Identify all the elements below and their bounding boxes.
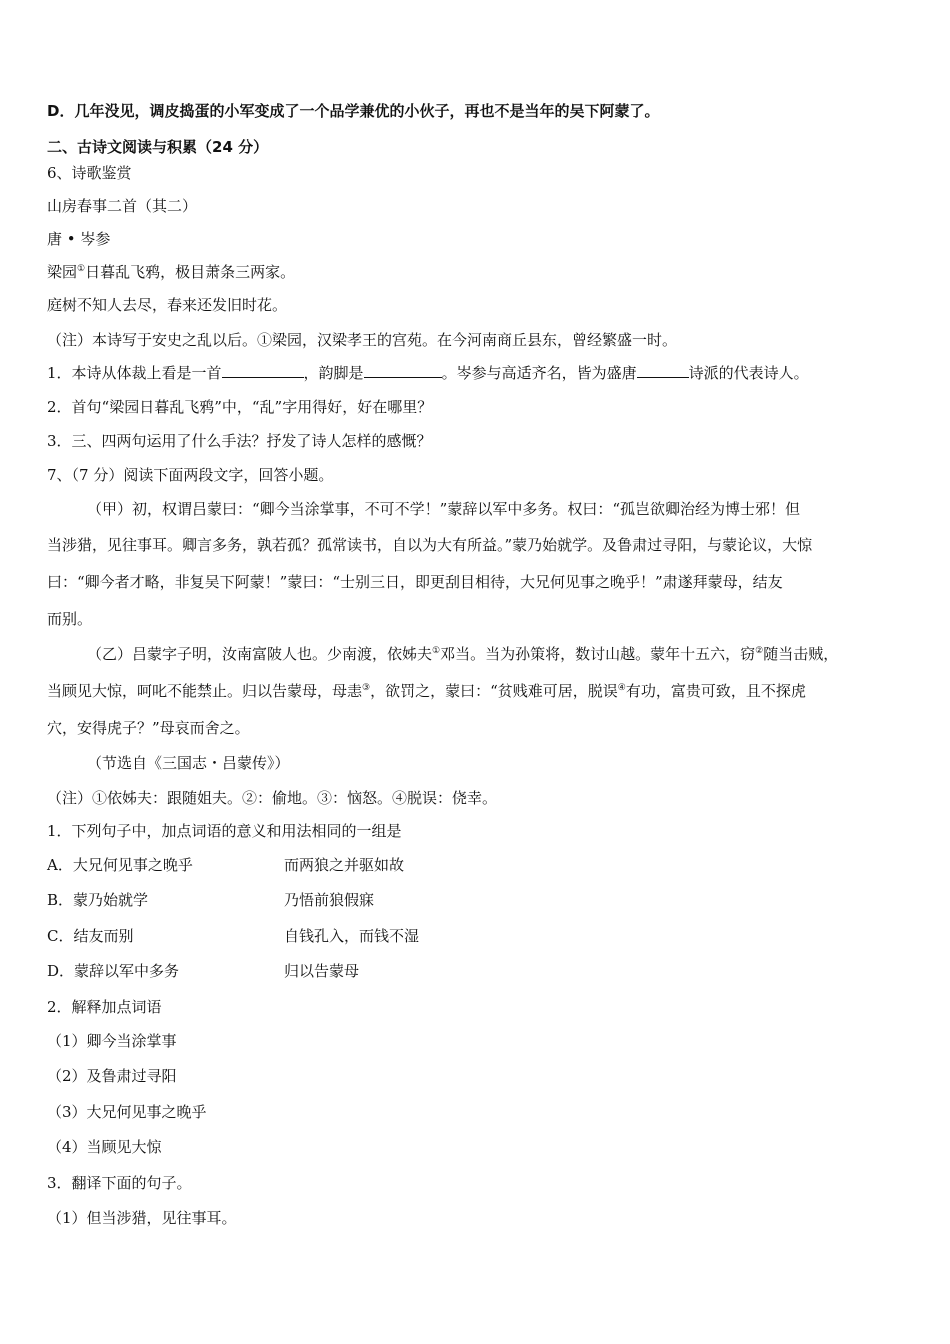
option-d-previous: D．几年没见，调皮捣蛋的小军变成了一个品学兼优的小伙子，再也不是当年的吴下阿蒙了。 xyxy=(47,102,660,120)
passage-source: （节选自《三国志・吕蒙传》） xyxy=(87,754,290,772)
option-d-right: 归以告蒙母 xyxy=(284,962,360,980)
option-a-right: 而两狼之并驱如故 xyxy=(284,856,405,874)
passage-text: ，欲罚之，蒙曰：“贫贱难可居，脱误 xyxy=(370,682,618,700)
poem-line-2: 庭树不知人去尽，春来还发旧时花。 xyxy=(47,296,288,314)
q6-sub-1 xyxy=(47,363,809,383)
passage-note: （注）①依姊夫：跟随姐夫。②：偷地。③：恼怒。④脱误：侥幸。 xyxy=(47,789,498,807)
q7-heading: 7、（7 分）阅读下面两段文字，回答小题。 xyxy=(47,466,334,484)
explain-item-2: （2）及鲁肃过寻阳 xyxy=(47,1067,177,1085)
poem-note: （注）本诗写于安史之乱以后。①梁园，汉梁孝王的宫苑。在今河南商丘县东，曾经繁盛一时。 xyxy=(47,331,678,349)
q6-sub-1-d: 诗派的代表诗人。 xyxy=(688,364,809,382)
q6-heading: 6、诗歌鉴赏 xyxy=(47,164,132,182)
passage-jia-line-1: （甲）初，权谓吕蒙曰：“卿今当涂掌事，不可不学！”蒙辞以军中多务。权曰：“孤岂欲卿治经为博士邪！但 xyxy=(87,500,801,518)
q7-sub-3-heading: 3．翻译下面的句子。 xyxy=(47,1174,192,1192)
option-c-right: 自钱孔入，而钱不湿 xyxy=(284,927,420,945)
passage-text: 邓当。当为孙策将，数讨山越。蒙年十五六，窃 xyxy=(440,645,756,663)
translate-item-1: （1）但当涉猎，见往事耳。 xyxy=(47,1209,237,1227)
footnote-mark: ① xyxy=(77,264,86,274)
footnote-mark: ② xyxy=(755,646,764,656)
passage-text: 有功，富贵可致，且不探虎 xyxy=(625,682,806,700)
answer-blank[interactable] xyxy=(222,363,304,378)
footnote-mark: ④ xyxy=(617,683,626,693)
passage-text: 当顾见大惊，呵叱不能禁止。归以告蒙母，母恚 xyxy=(47,682,363,700)
q7-sub-1-heading: 1．下列句子中，加点词语的意义和用法相同的一组是 xyxy=(47,822,402,840)
option-a-left: A．大兄何见事之晚乎 xyxy=(47,856,193,874)
poem-line-1-b: 日暮乱飞鸦，极目萧条三两家。 xyxy=(85,263,296,281)
q6-sub-3: 3．三、四两句运用了什么手法？抒发了诗人怎样的感慨？ xyxy=(47,432,432,450)
q6-sub-1-b: ，韵脚是 xyxy=(303,364,364,382)
option-b-right: 乃悟前狼假寐 xyxy=(284,891,375,909)
explain-item-4: （4）当顾见大惊 xyxy=(47,1138,162,1156)
q6-sub-1-a: 1．本诗从体裁上看是一首 xyxy=(47,364,222,382)
passage-jia-line-3: 曰：“卿今者才略，非复吴下阿蒙！”蒙曰：“士别三日，即更刮目相待，大兄何见事之晚乎！”肃遂拜蒙母，结友 xyxy=(47,573,783,591)
option-c-left: C．结友而别 xyxy=(47,927,134,945)
q7-sub-2-heading: 2．解释加点词语 xyxy=(47,998,162,1016)
q6-sub-2: 2．首句“梁园日暮乱飞鸦”中，“乱”字用得好，好在哪里？ xyxy=(47,398,433,416)
poem-title: 山房春事二首（其二） xyxy=(47,197,198,215)
passage-jia-line-4: 而别。 xyxy=(47,610,93,628)
passage-jia-line-2: 当涉猎，见往事耳。卿言多务，孰若孤？孤常读书，自以为大有所益。”蒙乃始就学。及鲁肃过寻阳，与蒙论议，大惊 xyxy=(47,536,813,554)
passage-yi-line-1 xyxy=(87,644,838,664)
passage-text: （乙）吕蒙字子明，汝南富陂人也。少南渡，依姊夫 xyxy=(87,645,433,663)
option-d-left: D．蒙辞以军中多务 xyxy=(47,962,180,980)
passage-text: 随当击贼， xyxy=(763,645,839,663)
section-2-title: 二、古诗文阅读与积累（24 分） xyxy=(47,138,269,156)
option-b-left: B．蒙乃始就学 xyxy=(47,891,149,909)
poem-line-1-a: 梁园 xyxy=(47,263,78,281)
passage-yi-line-3: 穴，安得虎子？”母哀而舍之。 xyxy=(47,719,250,737)
explain-item-1: （1）卿今当涂掌事 xyxy=(47,1032,177,1050)
answer-blank[interactable] xyxy=(637,363,689,378)
q6-sub-1-c: 。岑参与高适齐名，皆为盛唐 xyxy=(441,364,637,382)
footnote-mark: ③ xyxy=(362,683,371,693)
passage-yi-line-2 xyxy=(47,681,806,701)
answer-blank[interactable] xyxy=(364,363,442,378)
explain-item-3: （3）大兄何见事之晚乎 xyxy=(47,1103,207,1121)
footnote-mark: ① xyxy=(432,646,441,656)
poem-author: 唐 • 岑参 xyxy=(47,230,111,248)
poem-line-1 xyxy=(47,262,295,282)
